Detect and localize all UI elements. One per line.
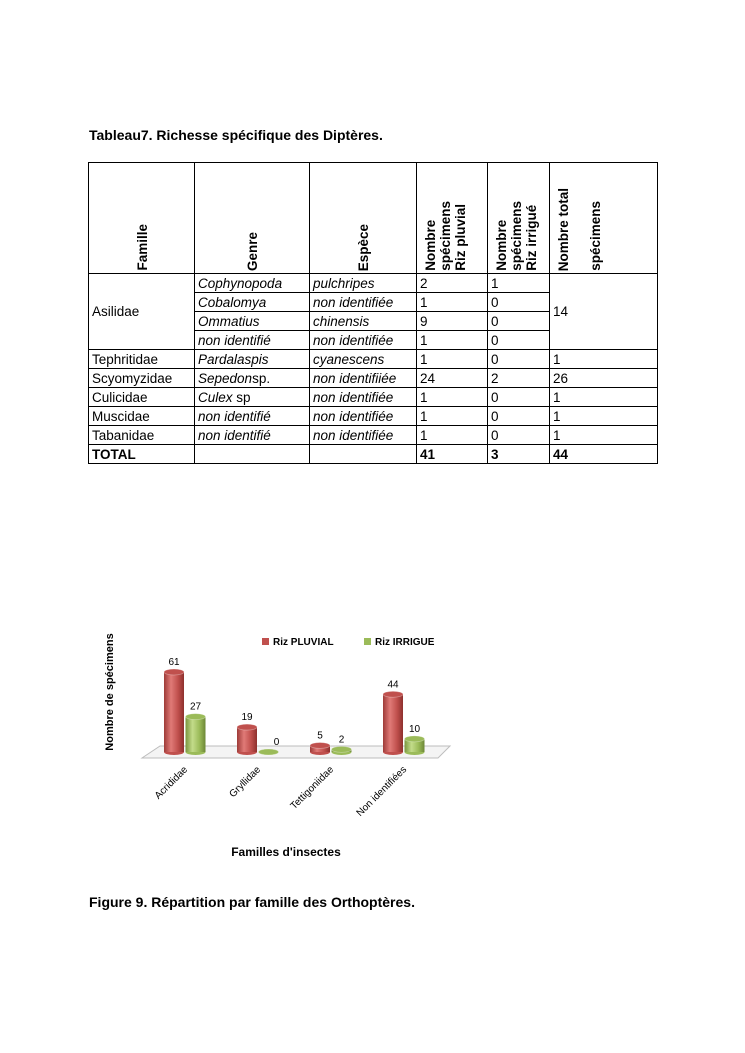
- header-total: [550, 163, 658, 274]
- cell-total: 44: [550, 445, 658, 464]
- x-tick-label: Gryllidae: [227, 764, 264, 801]
- cell-total: 1: [550, 350, 658, 369]
- legend-label-irrigue: Riz IRRIGUE: [375, 637, 435, 648]
- cell-espece: pulchripes: [310, 274, 417, 293]
- cell-pluvial: 41: [417, 445, 488, 464]
- header-genre-label: Genre: [245, 231, 260, 271]
- bar-irrigue-top: [186, 714, 206, 720]
- cell-pluvial: 24: [417, 369, 488, 388]
- cell-empty: [195, 445, 310, 464]
- legend-swatch-irrigue: [364, 638, 371, 645]
- cell-espece: non identifiée: [310, 407, 417, 426]
- header-espece: [310, 163, 417, 274]
- cell-empty: [310, 445, 417, 464]
- table-row: [89, 426, 658, 445]
- cell-irrigue: 0: [488, 350, 550, 369]
- x-tick-label: Tettigoniidae: [288, 764, 337, 812]
- cell-irrigue: 0: [488, 388, 550, 407]
- table-caption: Tableau7. Richesse spécifique des Diptères.: [89, 127, 383, 143]
- cell-espece: non identifiée: [310, 426, 417, 445]
- header-pluvial-line-1: Nombre: [423, 219, 438, 271]
- bar-pluvial: [237, 727, 257, 752]
- cell-total-label: TOTAL: [89, 445, 195, 464]
- diptera-table: [88, 162, 658, 464]
- cell-irrigue: 2: [488, 369, 550, 388]
- cell-total: 14: [550, 274, 658, 350]
- bar-pluvial-top: [237, 724, 257, 730]
- genus-suffix: sp: [232, 389, 251, 405]
- cell-espece: cyanescens: [310, 350, 417, 369]
- header-famille-label: Famille: [135, 224, 150, 271]
- cell-espece: non identifiée: [310, 293, 417, 312]
- header-irrigue-line-2: spécimens: [509, 201, 524, 271]
- header-famille: [89, 163, 195, 274]
- header-total-line-2: spécimens: [588, 201, 603, 271]
- header-genre: [195, 163, 310, 274]
- cell-genre: [195, 350, 310, 369]
- header-pluvial-label: [423, 201, 468, 271]
- cell-pluvial: 1: [417, 331, 488, 350]
- header-espece-label: Espèce: [356, 223, 371, 271]
- bar-irrigue-top: [259, 749, 279, 755]
- cell-famille: Scyomyzidae: [89, 369, 195, 388]
- genus-suffix: sp.: [252, 370, 271, 386]
- x-tick-label: Acrididae: [152, 764, 191, 802]
- cell-genre: [195, 369, 310, 388]
- data-label: 10: [408, 723, 421, 735]
- table-row: [89, 369, 658, 388]
- cell-irrigue: 3: [488, 445, 550, 464]
- cell-total: 1: [550, 388, 658, 407]
- data-label: 27: [189, 701, 202, 713]
- y-axis-title: Nombre de spécimens: [104, 633, 116, 751]
- bar-irrigue-top: [332, 746, 352, 752]
- cell-famille: Culicidae: [89, 388, 195, 407]
- cell-famille: Tephritidae: [89, 350, 195, 369]
- figure-caption: Figure 9. Répartition par famille des Orthoptères.: [89, 894, 415, 910]
- data-label: 2: [338, 734, 345, 746]
- header-irrigue-label: [494, 201, 539, 271]
- total-row: [89, 445, 658, 464]
- header-irrigue-line-1: Nombre: [494, 219, 509, 271]
- x-tick-label: Non identifiées: [354, 764, 410, 819]
- data-label: 44: [387, 679, 399, 691]
- cell-genre: Ommatius: [195, 312, 310, 331]
- cell-pluvial: 2: [417, 274, 488, 293]
- bar-irrigue-top: [405, 736, 425, 742]
- cell-pluvial: 1: [417, 388, 488, 407]
- header-irrigue: [488, 163, 550, 274]
- cell-total: 1: [550, 407, 658, 426]
- genus-name: Culex: [198, 389, 233, 405]
- cell-irrigue: 0: [488, 407, 550, 426]
- cell-genre: Cobalomya: [195, 293, 310, 312]
- data-label: 61: [168, 657, 180, 668]
- cell-genre: non identifié: [195, 331, 310, 350]
- bar-pluvial: [383, 694, 403, 752]
- bar-pluvial-top: [310, 742, 330, 748]
- cell-irrigue: 1: [488, 274, 550, 293]
- cell-espece: non identifiiée: [310, 369, 417, 388]
- table-row: [89, 407, 658, 426]
- legend-label-pluvial: Riz PLUVIAL: [273, 637, 334, 648]
- cell-famille: Muscidae: [89, 407, 195, 426]
- cell-total: 1: [550, 426, 658, 445]
- cell-irrigue: 0: [488, 426, 550, 445]
- header-irrigue-line-3: Riz irrigué: [524, 204, 539, 271]
- table-header-row: [89, 163, 658, 274]
- cell-espece: non identifiée: [310, 331, 417, 350]
- header-pluvial-line-3: Riz pluvial: [453, 204, 468, 271]
- header-pluvial-line-2: spécimens: [438, 201, 453, 271]
- cell-pluvial: 9: [417, 312, 488, 331]
- data-label: 0: [273, 737, 280, 748]
- cell-pluvial: 1: [417, 293, 488, 312]
- cell-pluvial: 1: [417, 350, 488, 369]
- x-axis-title: Familles d'insectes: [231, 845, 341, 859]
- header-total-line-1: Nombre total: [556, 187, 571, 271]
- genus-name: Pardalaspis: [198, 351, 269, 367]
- bar-pluvial-top: [164, 669, 184, 675]
- genus-name: Sepedon: [198, 370, 253, 386]
- table-row: [89, 388, 658, 407]
- bar-irrigue: [186, 717, 206, 752]
- cell-famille: Tabanidae: [89, 426, 195, 445]
- cell-genre: Cophynopoda: [195, 274, 310, 293]
- cell-genre: [195, 388, 310, 407]
- table-row: [89, 274, 658, 293]
- legend-swatch-pluvial: [262, 638, 269, 645]
- cell-irrigue: 0: [488, 331, 550, 350]
- bar-pluvial: [164, 672, 184, 752]
- orthoptera-chart: [100, 620, 460, 865]
- cell-famille: Asilidae: [89, 274, 195, 350]
- table-row: [89, 350, 658, 369]
- cell-espece: chinensis: [310, 312, 417, 331]
- data-label: 19: [241, 712, 253, 724]
- cell-pluvial: 1: [417, 426, 488, 445]
- cell-genre: [195, 426, 310, 445]
- cell-espece: non identifiée: [310, 388, 417, 407]
- bar-pluvial-top: [383, 691, 403, 697]
- data-label: 5: [317, 730, 323, 742]
- genus-name: non identifié: [198, 427, 271, 443]
- cell-genre: [195, 407, 310, 426]
- header-pluvial: [417, 163, 488, 274]
- cell-irrigue: 0: [488, 293, 550, 312]
- cell-pluvial: 1: [417, 407, 488, 426]
- cell-irrigue: 0: [488, 312, 550, 331]
- cell-total: 26: [550, 369, 658, 388]
- genus-name: non identifié: [198, 408, 271, 424]
